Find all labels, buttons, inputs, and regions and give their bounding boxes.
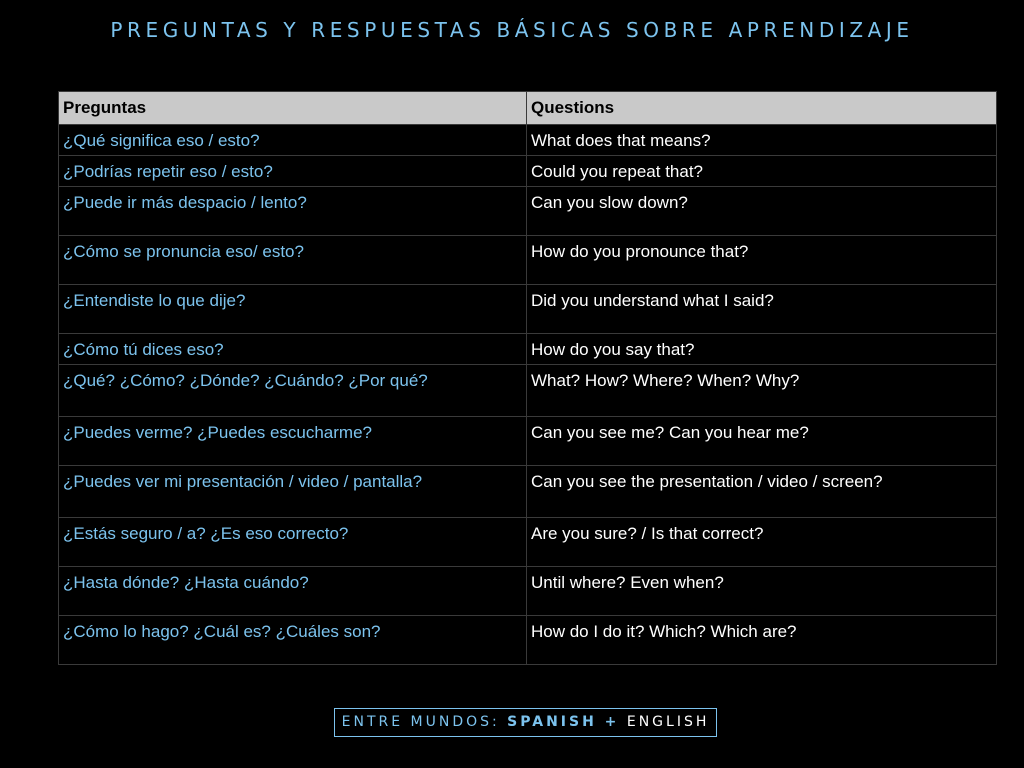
header-preguntas: Preguntas: [59, 92, 527, 125]
spanish-question: ¿Hasta dónde? ¿Hasta cuándo?: [59, 567, 527, 616]
english-question: Are you sure? / Is that correct?: [527, 518, 997, 567]
table-row: [59, 567, 997, 616]
table-row: [59, 125, 997, 156]
english-question: How do I do it? Which? Which are?: [527, 616, 997, 665]
spanish-question: ¿Cómo lo hago? ¿Cuál es? ¿Cuáles son?: [59, 616, 527, 665]
footer-spanish: SPANISH +: [507, 714, 620, 730]
spanish-question: ¿Estás seguro / a? ¿Es eso correcto?: [59, 518, 527, 567]
footer-english: ENGLISH: [619, 714, 710, 730]
table-row: [59, 417, 997, 466]
spanish-question: ¿Entendiste lo que dije?: [59, 285, 527, 334]
table-row: [59, 616, 997, 665]
english-question: Did you understand what I said?: [527, 285, 997, 334]
table-row: [59, 365, 997, 417]
table-row: [59, 334, 997, 365]
spanish-question: ¿Podrías repetir eso / esto?: [59, 156, 527, 187]
table-row: [59, 156, 997, 187]
english-question: Can you see me? Can you hear me?: [527, 417, 997, 466]
table-row: [59, 466, 997, 518]
footer-entre-mundos: ENTRE MUNDOS:: [341, 714, 508, 730]
english-question: Until where? Even when?: [527, 567, 997, 616]
spanish-question: ¿Puede ir más despacio / lento?: [59, 187, 527, 236]
english-question: What? How? Where? When? Why?: [527, 365, 997, 417]
table-row: [59, 236, 997, 285]
english-question: How do you pronounce that?: [527, 236, 997, 285]
table-row: [59, 518, 997, 567]
table-row: [59, 285, 997, 334]
english-question: How do you say that?: [527, 334, 997, 365]
spanish-question: ¿Qué significa eso / esto?: [59, 125, 527, 156]
english-question: What does that means?: [527, 125, 997, 156]
spanish-question: ¿Puedes ver mi presentación / video / pantalla?: [59, 466, 527, 518]
qa-table: [58, 91, 997, 665]
table-row: [59, 187, 997, 236]
spanish-question: ¿Cómo se pronuncia eso/ esto?: [59, 236, 527, 285]
spanish-question: ¿Cómo tú dices eso?: [59, 334, 527, 365]
spanish-question: ¿Puedes verme? ¿Puedes escucharme?: [59, 417, 527, 466]
spanish-question: ¿Qué? ¿Cómo? ¿Dónde? ¿Cuándo? ¿Por qué?: [59, 365, 527, 417]
english-question: Could you repeat that?: [527, 156, 997, 187]
table-header-row: [59, 92, 997, 125]
header-questions: Questions: [527, 92, 997, 125]
footer-brand: [334, 708, 717, 737]
english-question: Can you see the presentation / video / screen?: [527, 466, 997, 518]
english-question: Can you slow down?: [527, 187, 997, 236]
slide-title: PREGUNTAS Y RESPUESTAS BÁSICAS SOBRE APRENDIZAJE: [110, 18, 914, 42]
